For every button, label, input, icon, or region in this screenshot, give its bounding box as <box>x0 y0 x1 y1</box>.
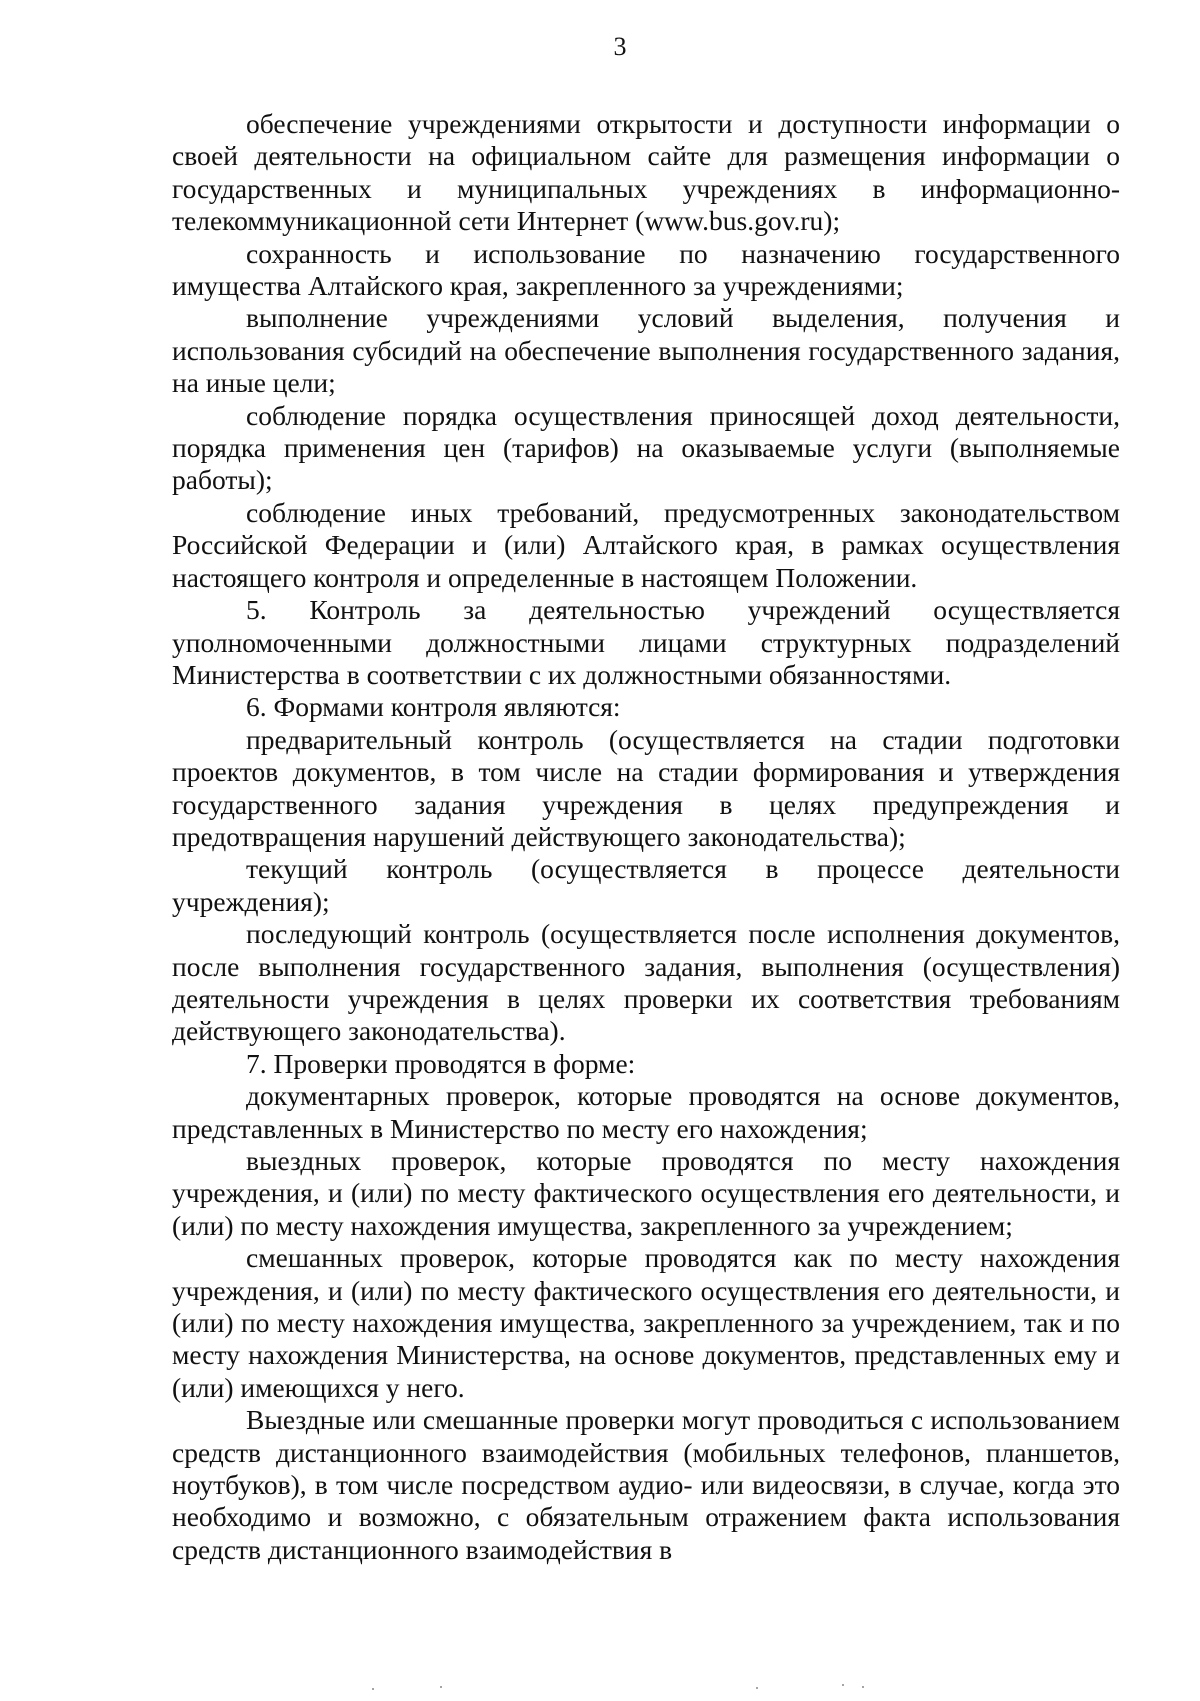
scan-speck <box>372 1688 374 1690</box>
paragraph-item-5: 5. Контроль за деятельностью учреждений осуществляется уполномоченными должностными лицами структурных подразделений Министерства в соответствии с их должностными обязанностями. <box>172 594 1120 690</box>
scan-speck <box>842 1684 844 1686</box>
paragraph-subsequent-control: последующий контроль (осуществляется после исполнения документов, после выполнения государственного задания, выполнения (осуществления) деятельности учреждения в целях проверки их соответствия требованиям действующего законодательства). <box>172 918 1120 1047</box>
document-body <box>172 108 1120 1566</box>
scan-speck <box>756 1687 758 1689</box>
scan-speck <box>862 1686 864 1688</box>
paragraph-item-6: 6. Формами контроля являются: <box>246 691 621 723</box>
paragraph-property-safety: сохранность и использование по назначению государственного имущества Алтайского края, закрепленного за учреждениями; <box>172 237 1120 302</box>
paragraph-mixed-checks: смешанных проверок, которые проводятся как по месту нахождения учреждения, и (или) по месту фактического осуществления его деятельности, и (или) по месту нахождения имущества, закрепленного за учреждением, так и по месту нахождения Министерства, на основе документов, представленных ему и (или) имеющихся у него. <box>172 1242 1120 1403</box>
scan-speck <box>440 1686 442 1688</box>
paragraph-current-control: текущий контроль (осуществляется в процессе деятельности учреждения); <box>172 853 1120 917</box>
paragraph-documentary-checks: документарных проверок, которые проводятся на основе документов, представленных в Министерство по месту его нахождения; <box>172 1080 1120 1144</box>
paragraph-onsite-checks: выездных проверок, которые проводятся по месту нахождения учреждения, и (или) по месту фактического осуществления его деятельности, и (или) по месту нахождения имущества, закрепленного за учреждением; <box>172 1145 1120 1241</box>
page-number: 3 <box>613 32 627 61</box>
paragraph-preliminary-control: предварительный контроль (осуществляется на стадии подготовки проектов документов, в том числе на стадии формирования и утверждения государственного задания учреждения в целях предупреждения и предотвращения нарушений действующего законодательства); <box>172 723 1120 852</box>
paragraph-income-activity: соблюдение порядка осуществления приносящей доход деятельности, порядка применения цен (тарифов) на оказываемые услуги (выполняемые работы); <box>172 399 1120 496</box>
paragraph-item-7: 7. Проверки проводятся в форме: <box>246 1047 636 1079</box>
paragraph-subsidies: выполнение учреждениями условий выделения, получения и использования субсидий на обеспечение выполнения государственного задания, на иные цели; <box>172 302 1120 399</box>
paragraph-other-requirements: соблюдение иных требований, предусмотренных законодательством Российской Федерации и (или) Алтайского края, в рамках осуществления настоящего контроля и определенные в настоящем Положении. <box>172 496 1120 593</box>
paragraph-remote-checks: Выездные или смешанные проверки могут проводиться с использованием средств дистанционного взаимодействия (мобильных телефонов, планшетов, ноутбуков), в том числе посредством аудио- или видеосвязи, в случае, когда это необходимо и возможно, с обязательным отражением факта использования средств дистанционного взаимодействия в <box>172 1404 1120 1565</box>
paragraph-info-openness: обеспечение учреждениями открытости и доступности информации о своей деятельности на официальном сайте для размещения информации о государственных и муниципальных учреждениях в информационно-телекоммуникационной сети Интернет (www.bus.gov.ru); <box>172 108 1120 237</box>
